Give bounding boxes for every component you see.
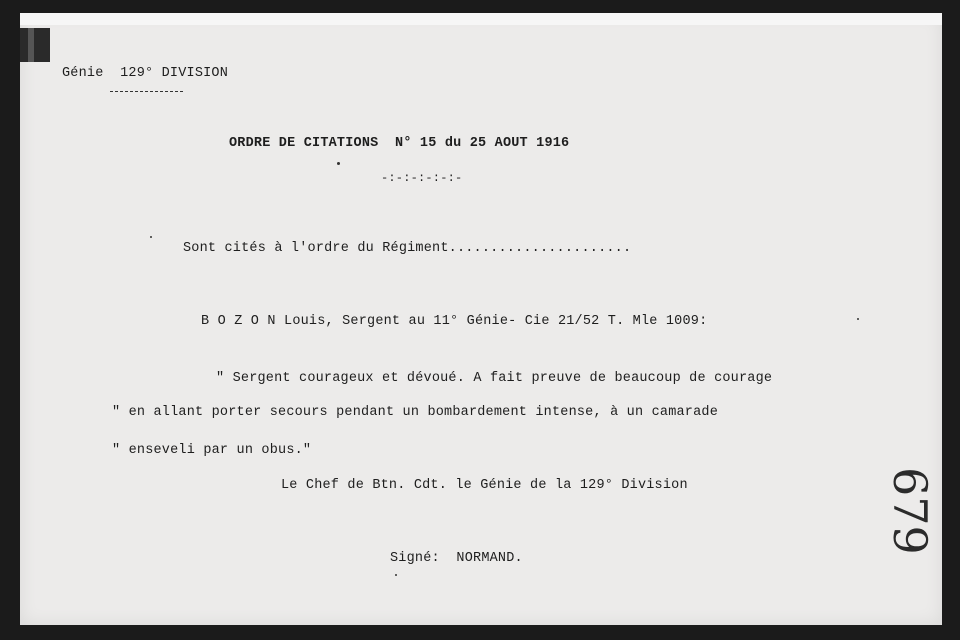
authority-line: Le Chef de Btn. Cdt. le Génie de la 129° Division [281,478,688,493]
title-separator: -:-:-:-:-:- [381,171,463,185]
signature-line: Signé: NORMAND. [390,551,523,566]
binding-mark-inner [28,28,34,62]
header-underline [110,91,183,92]
citation-text-line: " Sergent courageux et dévoué. A fait preuve de beaucoup de courage [216,371,773,386]
paper-speck [857,318,859,320]
citation-text-line: " en allant porter secours pendant un bombardement intense, à un camarade [112,405,718,420]
paper-speck [395,574,397,576]
citation-name-line: B O Z O N Louis, Sergent au 11° Génie- Cie 21/52 T. Mle 1009: [201,314,708,329]
paper-speck [337,162,340,165]
order-title: ORDRE DE CITATIONS N° 15 du 25 AOUT 1916 [229,136,570,151]
binding-mark [20,28,50,62]
intro-line: Sont cités à l'ordre du Régiment...................... [183,241,632,256]
page-top-edge [20,13,942,25]
paper-speck [150,236,152,238]
unit-header: Génie 129° DIVISION [62,66,229,81]
handwritten-page-number: 679 [883,467,937,555]
citation-text-line: " enseveli par un obus." [112,443,312,458]
